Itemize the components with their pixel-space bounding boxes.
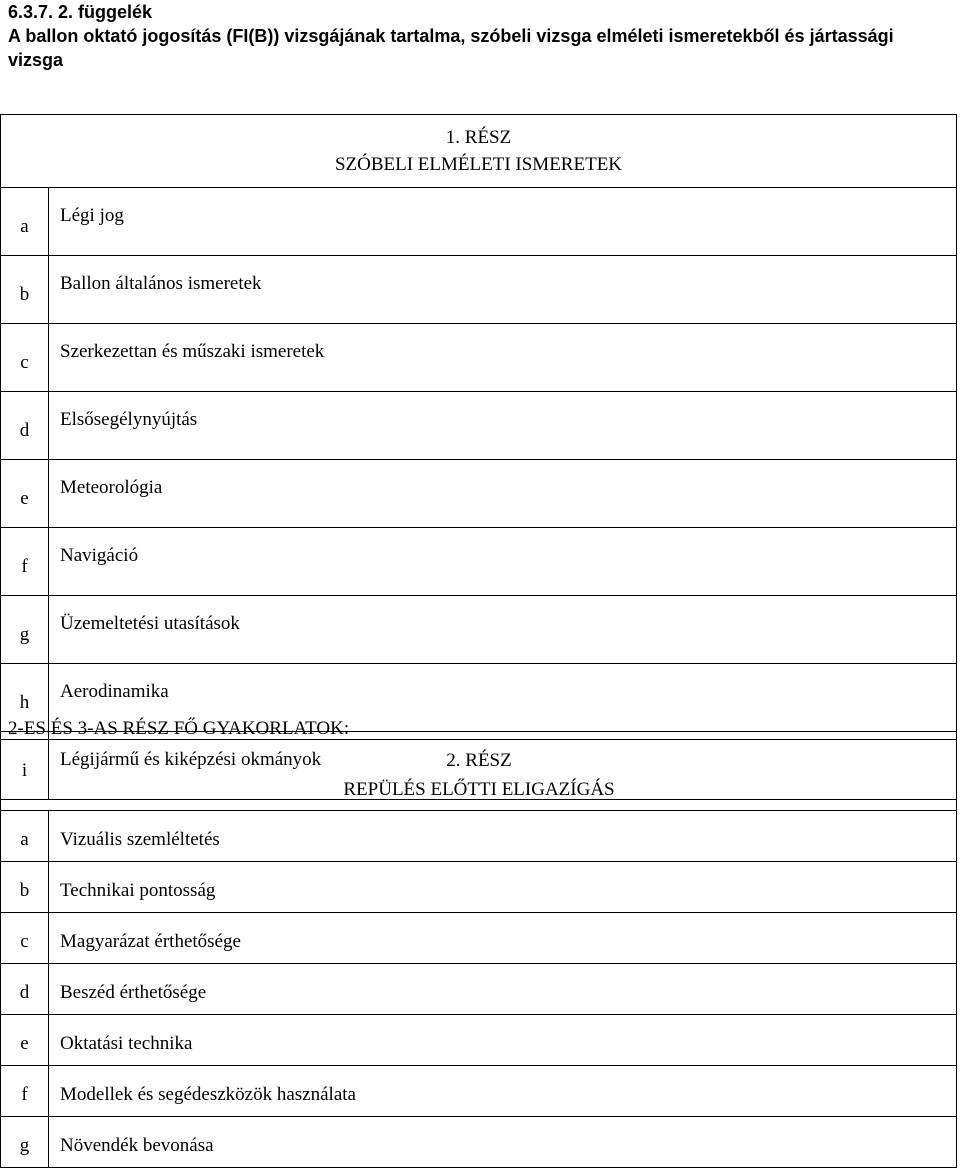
practice-section-title: 2-ES ÉS 3-AS RÉSZ FŐ GYAKORLATOK:: [8, 718, 350, 739]
item-label: Légijármű és kiképzési okmányok: [49, 732, 957, 800]
item-label: Aerodinamika: [49, 664, 957, 732]
item-letter: f: [1, 1066, 49, 1117]
part2-title-cell: [1, 740, 957, 811]
item-letter: i: [1, 732, 49, 800]
document-header: [8, 0, 958, 72]
item-label: Navigáció: [49, 528, 957, 596]
document-title: A ballon oktató jogosítás (FI(B)) vizsgájának tartalma, szóbeli vizsga elméleti ismeretekből és jártassági: [8, 26, 894, 46]
part1-table: [0, 114, 957, 800]
item-letter: a: [1, 188, 49, 256]
table-row: [1, 1066, 957, 1117]
table-row: [1, 913, 957, 964]
item-letter: c: [1, 324, 49, 392]
item-letter: e: [1, 460, 49, 528]
table-row: [1, 1117, 957, 1168]
item-label: Szerkezettan és műszaki ismeretek: [49, 324, 957, 392]
part2-subtitle: REPÜLÉS ELŐTTI ELIGAZÍGÁS: [343, 779, 615, 800]
part2-table: [0, 739, 957, 1168]
table-row: [1, 256, 957, 324]
document-title-continued: vizsga: [8, 50, 64, 70]
table-row: [1, 188, 957, 256]
item-label: Technikai pontosság: [49, 862, 957, 913]
item-letter: h: [1, 664, 49, 732]
item-letter: e: [1, 1015, 49, 1066]
table-row: [1, 596, 957, 664]
item-label: Növendék bevonása: [49, 1117, 957, 1168]
table-row: [1, 811, 957, 862]
item-label: Légi jog: [49, 188, 957, 256]
item-letter: d: [1, 964, 49, 1015]
part1-subtitle: SZÓBELI ELMÉLETI ISMERETEK: [334, 154, 623, 175]
item-label: Ballon általános ismeretek: [49, 256, 957, 324]
item-letter: d: [1, 392, 49, 460]
item-letter: c: [1, 913, 49, 964]
table-row: [1, 1015, 957, 1066]
part1-title-cell: [1, 115, 957, 188]
item-label: Elsősegélynyújtás: [49, 392, 957, 460]
item-label: Modellek és segédeszközök használata: [49, 1066, 957, 1117]
table-row: [1, 324, 957, 392]
item-letter: f: [1, 528, 49, 596]
table-row: [1, 392, 957, 460]
part2-title: 2. RÉSZ: [446, 750, 512, 771]
item-label: Oktatási technika: [49, 1015, 957, 1066]
item-letter: a: [1, 811, 49, 862]
table-row: [1, 528, 957, 596]
appendix-number: 6.3.7. 2. függelék: [8, 2, 153, 22]
table-row: [1, 460, 957, 528]
item-letter: g: [1, 1117, 49, 1168]
item-letter: b: [1, 256, 49, 324]
item-label: Magyarázat érthetősége: [49, 913, 957, 964]
item-letter: g: [1, 596, 49, 664]
item-label: Meteorológia: [49, 460, 957, 528]
item-label: Vizuális szemléltetés: [49, 811, 957, 862]
table-row: [1, 862, 957, 913]
item-label: Beszéd érthetősége: [49, 964, 957, 1015]
item-letter: b: [1, 862, 49, 913]
table-row: [1, 964, 957, 1015]
part1-title: 1. RÉSZ: [445, 127, 512, 148]
item-label: Üzemeltetési utasítások: [49, 596, 957, 664]
